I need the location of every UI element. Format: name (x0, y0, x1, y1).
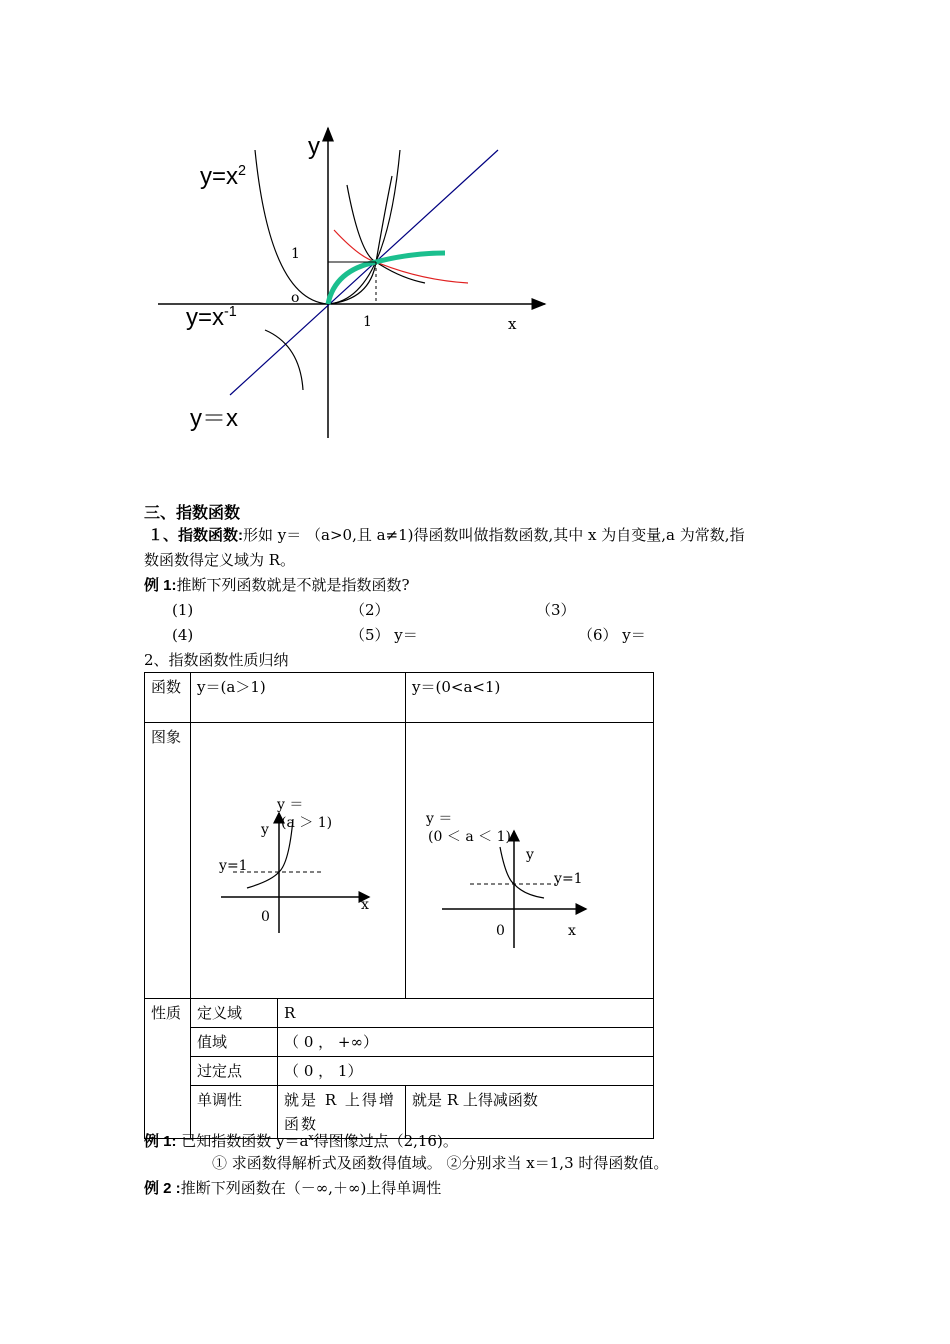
x-axis-label: x (508, 315, 517, 333)
header-a-lt-1: y＝(0<a<1) (406, 673, 654, 723)
prop-value-range: （ 0 ， +∞） (278, 1028, 654, 1057)
definition-line-2: 数函数得定义域为 R。 (144, 551, 296, 569)
header-graph: 图象 (145, 723, 191, 999)
item-5: （5） y＝ (350, 626, 418, 644)
prop-name-fixed-point: 过定点 (191, 1057, 278, 1086)
subsection-2-title: 2、指数函数性质归纳 (144, 651, 289, 669)
prop-name-monotonicity: 单调性 (191, 1086, 278, 1139)
example-1-intro: 例 1:推断下列函数就是不就是指数函数? (144, 576, 410, 594)
g2-exp-curve (500, 847, 544, 898)
tick-y1: 1 (291, 246, 300, 262)
prop-name-range: 值域 (191, 1028, 278, 1057)
y-axis-label: y (308, 133, 320, 160)
g1-func-label: y ＝ (277, 797, 304, 813)
item-1: (1) (172, 601, 194, 619)
header-properties: 性质 (145, 999, 191, 1139)
g2-line-label: y=1 (554, 871, 583, 887)
g2-func-label: y ＝ (426, 811, 453, 827)
prop-value-domain: R (278, 999, 654, 1028)
g1-y-label: y (261, 822, 269, 838)
graph-cell-decreasing (406, 723, 654, 999)
g2-x-label: x (568, 923, 576, 939)
label-y-x-inverse: $y=x^{-1}$ (186, 304, 237, 331)
example-1b-questions: ① 求函数得解析式及函数得值域。 ②分别求当 x＝1,3 时得函数值。 (212, 1154, 669, 1172)
item-4: (4) (172, 626, 194, 644)
prop-value-fixed-point: （ 0 ， 1） (278, 1057, 654, 1086)
tick-x1: 1 (363, 314, 372, 330)
hyperbola-q3-curve (265, 330, 303, 390)
g2-origin: 0 (496, 923, 505, 939)
label-y-equals-x: y＝x (190, 405, 238, 432)
section-heading: 三、指数函数 (144, 505, 241, 522)
header-a-gt-1: y＝(a＞1) (191, 673, 406, 723)
item-2: （2） (350, 601, 390, 619)
g2-condition: (0 ＜ a ＜ 1) (428, 829, 511, 845)
g1-origin: 0 (261, 909, 270, 925)
g1-line-label: y=1 (219, 858, 248, 874)
properties-table (144, 672, 654, 1139)
definition-line-1: １、指数函数:形如 y＝ （a>0,且 a≠1)得函数叫做指数函数,其中 x 为自变量,a 为常数,指 (148, 526, 745, 544)
prop-value-increasing: 就是 R 上得增函数 (278, 1086, 406, 1139)
label-y-x-squared: $y=x^2$ (200, 163, 247, 190)
origin-label: o (291, 290, 300, 306)
graph-cell-increasing (191, 723, 406, 999)
example-2: 例 2 :推断下列函数在（－∞,＋∞)上得单调性 (144, 1179, 442, 1197)
item-6: （6） y＝ (578, 626, 646, 644)
prop-value-decreasing: 就是 R 上得减函数 (406, 1086, 654, 1139)
example-1b: 例 1: 已知指数函数 $y=a^x$得图像过点（2,16)。 (144, 1132, 458, 1150)
green-sqrt-curve (328, 253, 445, 304)
g2-y-label: y (526, 847, 534, 863)
prop-name-domain: 定义域 (191, 999, 278, 1028)
g1-x-label: x (361, 897, 369, 913)
g1-condition: (a ＞ 1) (281, 815, 333, 831)
line-y-equals-x (230, 150, 498, 395)
item-3: （3） (536, 601, 576, 619)
header-function: 函数 (145, 673, 191, 723)
